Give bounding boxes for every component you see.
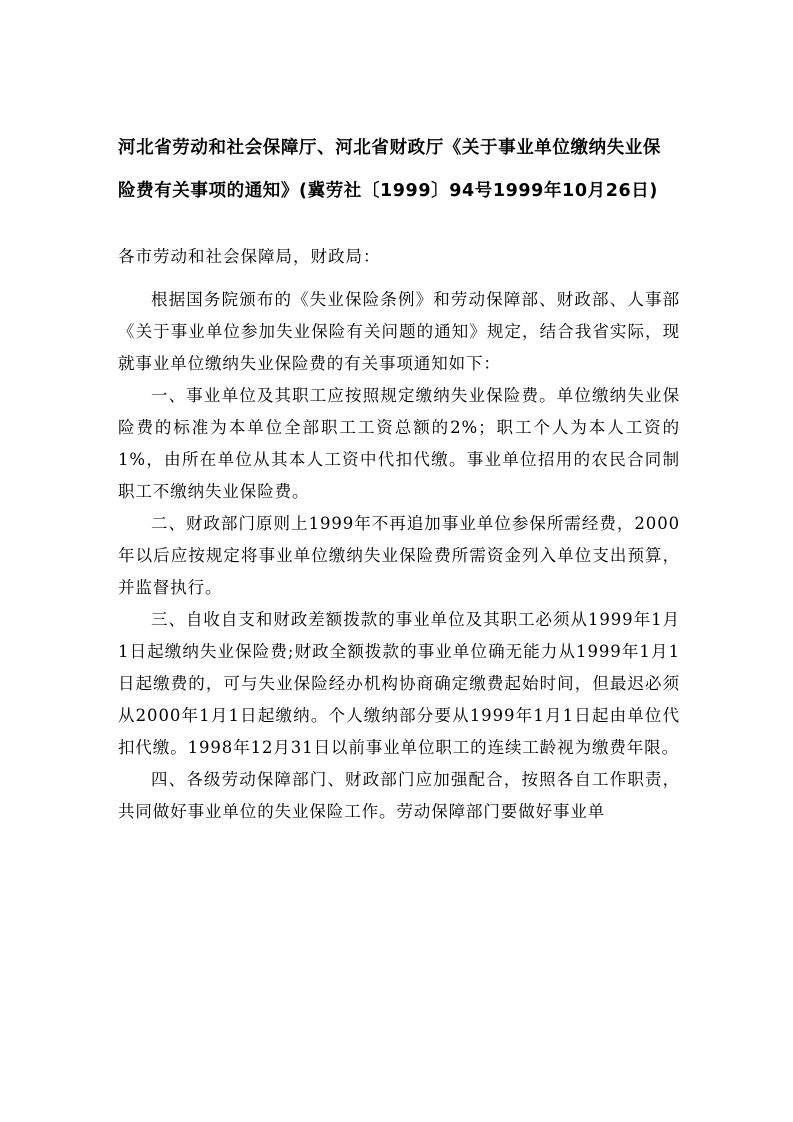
- document-body: [118, 284, 680, 828]
- paragraph-item-4: 四、各级劳动保障部门、财政部门应加强配合，按照各自工作职责，共同做好事业单位的失业保险工作。劳动保障部门要做好事业单: [118, 770, 680, 821]
- paragraph-item-1: 一、事业单位及其职工应按照规定缴纳失业保险费。单位缴纳失业保险费的标准为本单位全部职工工资总额的2%；职工个人为本人工资的1%，由所在单位从其本人工资中代扣代缴。事业单位招用的农民合同制职工不缴纳失业保险费。: [118, 386, 680, 501]
- paragraph-item-3: 三、自收自支和财政差额拨款的事业单位及其职工必须从1999年1月1日起缴纳失业保险费;财政全额拨款的事业单位确无能力从1999年1月1日起缴费的，可与失业保险经办机构协商确定缴费起始时间，但最迟必须从2000年1月1日起缴纳。个人缴纳部分要从1999年1月1日起由单位代扣代缴。1998年12月31日以前事业单位职工的连续工龄视为缴费年限。: [118, 610, 680, 757]
- salutation: 各市劳动和社会保障局，财政局：: [118, 247, 381, 266]
- paragraph-item-2: 二、财政部门原则上1999年不再追加事业单位参保所需经费，2000年以后应按规定将事业单位缴纳失业保险费所需资金列入单位支出预算，并监督执行。: [118, 514, 680, 597]
- document-title: 河北省劳动和社会保障厅、河北省财政厅《关于事业单位缴纳失业保险费有关事项的通知》(冀劳社〔1999〕94号1999年10月26日): [118, 138, 661, 201]
- paragraph-intro: 根据国务院颁布的《失业保险条例》和劳动保障部、财政部、人事部《关于事业单位参加失业保险有关问题的通知》规定，结合我省实际，现就事业单位缴纳失业保险费的有关事项通知如下：: [118, 290, 680, 373]
